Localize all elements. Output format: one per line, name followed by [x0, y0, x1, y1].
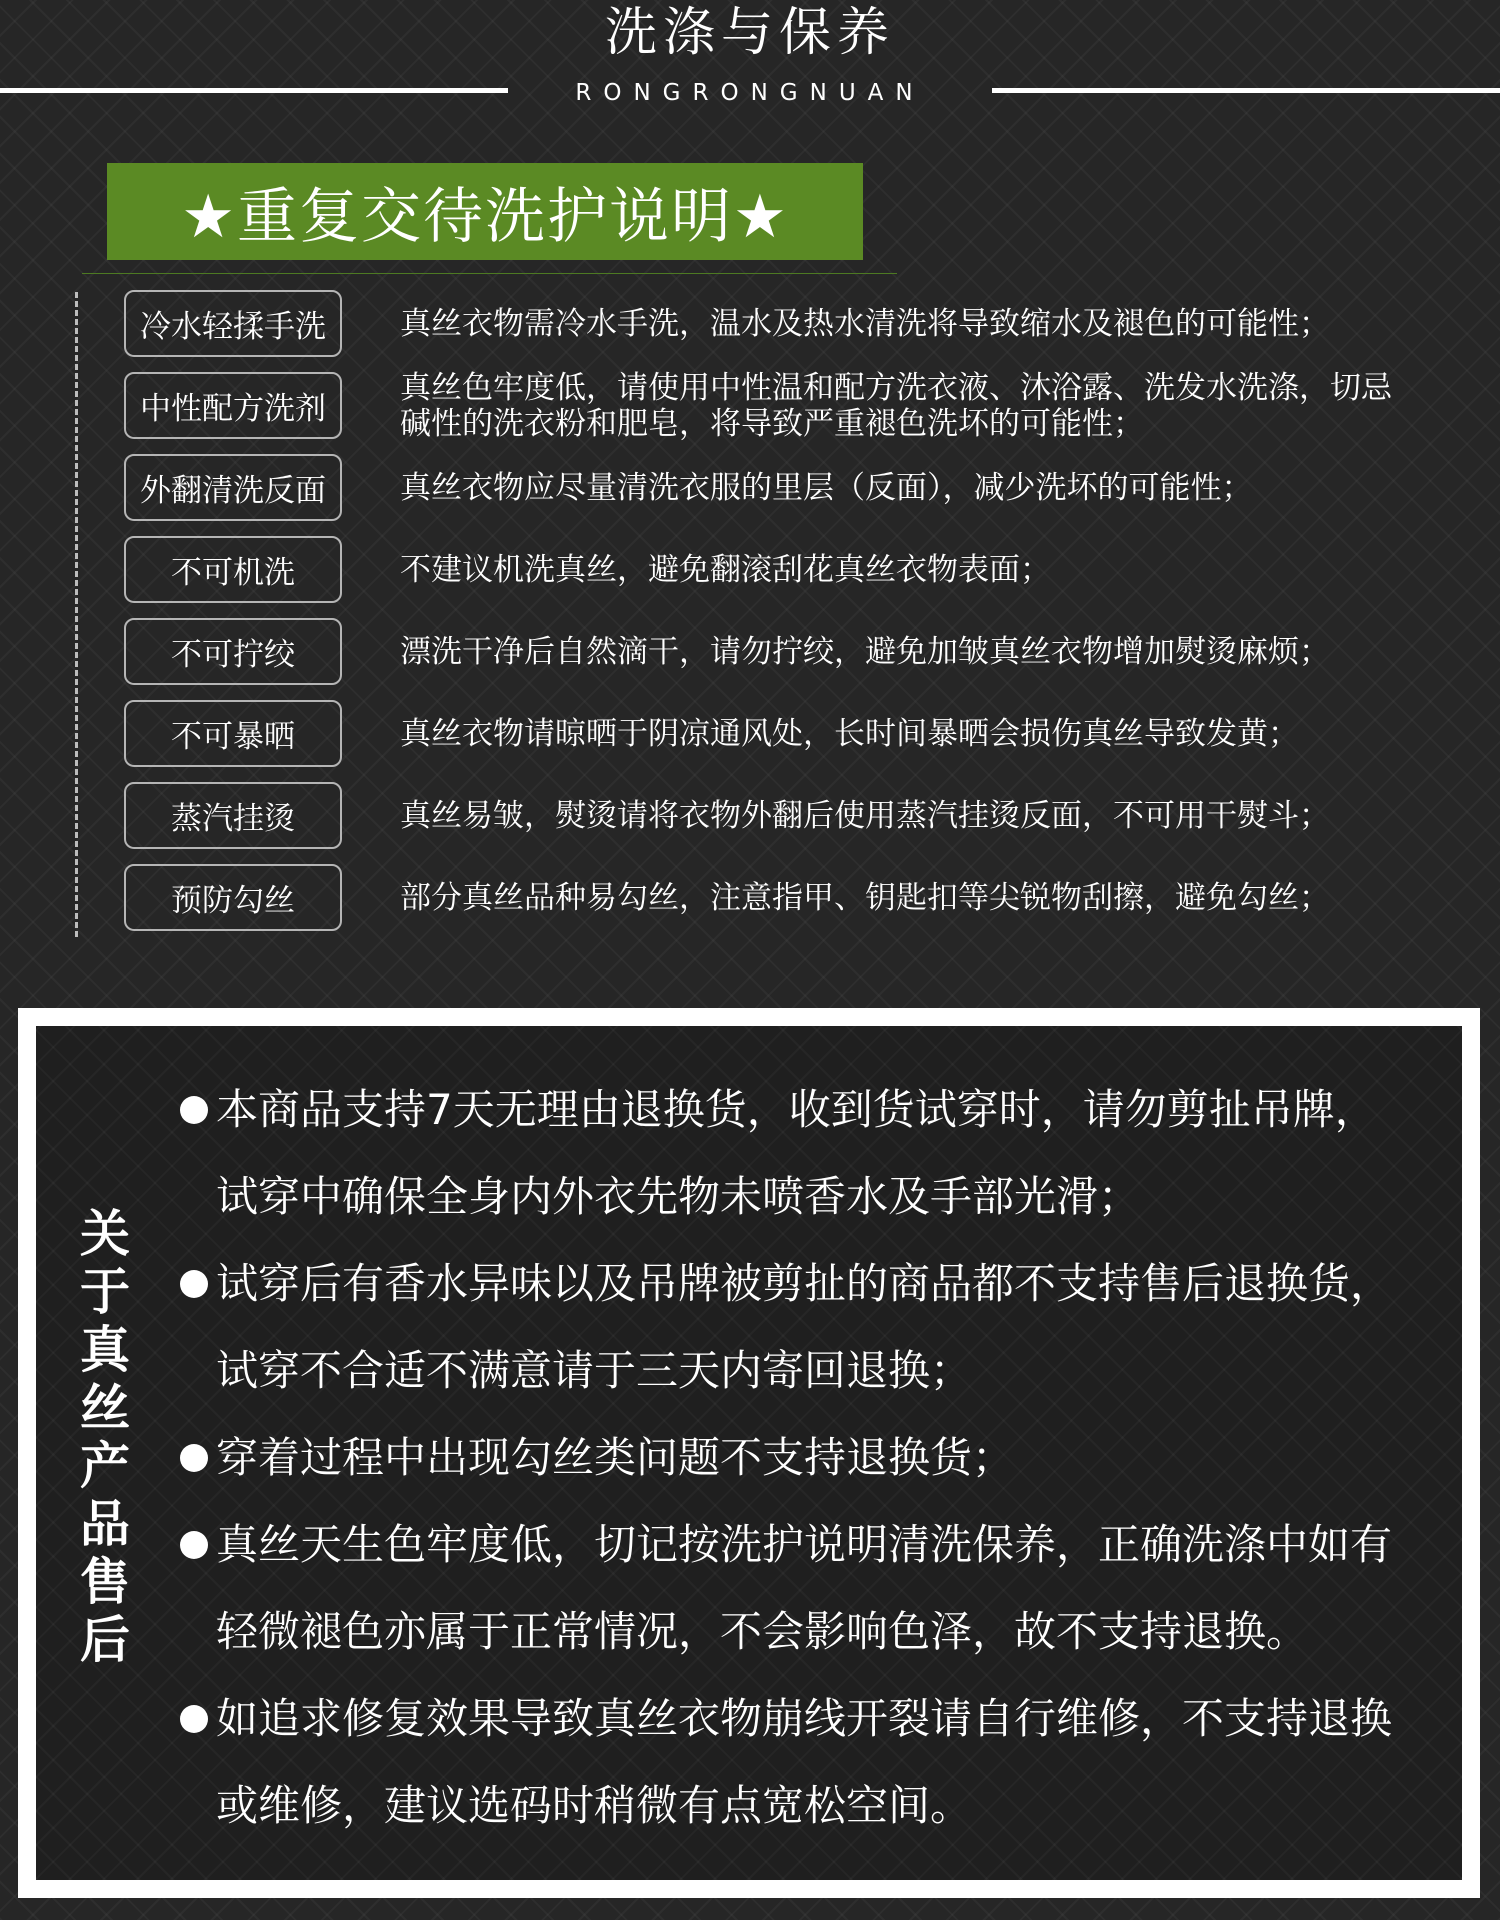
side-title-char: 真	[80, 1321, 130, 1379]
care-tag: 预防勾丝	[124, 864, 342, 931]
care-row	[124, 700, 1474, 771]
bullet-icon	[180, 1096, 208, 1124]
care-tag: 不可暴晒	[124, 700, 342, 767]
side-title-char: 丝	[80, 1379, 130, 1437]
bullet-icon	[180, 1531, 208, 1559]
care-row	[124, 536, 1474, 607]
care-description: 真丝色牢度低，请使用中性温和配方洗衣液、沐浴露、洗发水洗涤，切忌碱性的洗衣粉和肥皂，将导致严重褪色洗坏的可能性；	[400, 369, 1392, 442]
brand-subtitle: RONGRONGNUAN	[575, 80, 925, 106]
care-row	[124, 290, 1474, 361]
policy-item	[176, 1675, 1416, 1849]
care-description: 部分真丝品种易勾丝，注意指甲、钥匙扣等尖锐物刮擦，避免勾丝；	[400, 879, 1330, 916]
bullet-icon	[180, 1444, 208, 1472]
side-title-char: 售	[80, 1553, 130, 1611]
banner-underline	[82, 273, 897, 274]
care-row	[124, 618, 1474, 689]
policy-item	[176, 1240, 1416, 1414]
care-tag: 蒸汽挂烫	[124, 782, 342, 849]
side-title-char: 品	[80, 1495, 130, 1553]
care-description: 漂洗干净后自然滴干，请勿拧绞，避免加皱真丝衣物增加熨烫麻烦；	[400, 633, 1330, 670]
care-description: 真丝衣物应尽量清洗衣服的里层（反面），减少洗坏的可能性；	[400, 469, 1253, 506]
after-sales-side-title	[60, 1205, 150, 1669]
policy-text: 试穿后有香水异味以及吊牌被剪扯的商品都不支持售后退换货，试穿不合适不满意请于三天内寄回退换；	[216, 1259, 1393, 1395]
care-row	[124, 454, 1474, 525]
header-divider-right	[992, 88, 1500, 93]
policy-item	[176, 1414, 1416, 1501]
care-description: 不建议机洗真丝，避免翻滚刮花真丝衣物表面；	[400, 551, 1051, 588]
care-instructions-banner: ★重复交待洗护说明★	[107, 163, 863, 260]
policy-item	[176, 1501, 1416, 1675]
care-description: 真丝衣物请晾晒于阴凉通风处，长时间暴晒会损伤真丝导致发黄；	[400, 715, 1299, 752]
timeline-dashed-line	[75, 292, 78, 937]
policy-text: 真丝天生色牢度低，切记按洗护说明清洗保养，正确洗涤中如有轻微褪色亦属于正常情况，不会影响色泽，故不支持退换。	[216, 1520, 1393, 1656]
bullet-icon	[180, 1270, 208, 1298]
side-title-char: 关	[80, 1205, 130, 1263]
care-row	[124, 369, 1474, 443]
header-divider-left	[0, 88, 508, 93]
side-title-char: 后	[80, 1611, 130, 1669]
care-tag: 不可拧绞	[124, 618, 342, 685]
care-tag: 冷水轻揉手洗	[124, 290, 342, 357]
side-title-char: 于	[80, 1263, 130, 1321]
bullet-icon	[180, 1705, 208, 1733]
policy-item	[176, 1066, 1416, 1240]
care-row	[124, 782, 1474, 853]
after-sales-policy-list	[176, 1066, 1416, 1849]
side-title-char: 产	[80, 1437, 130, 1495]
policy-text: 穿着过程中出现勾丝类问题不支持退换货；	[216, 1433, 1015, 1482]
care-description: 真丝易皱，熨烫请将衣物外翻后使用蒸汽挂烫反面，不可用干熨斗；	[400, 797, 1330, 834]
care-tag: 外翻清洗反面	[124, 454, 342, 521]
page-title: 洗涤与保养	[604, 3, 895, 63]
care-tag: 中性配方洗剂	[124, 372, 342, 439]
care-tag: 不可机洗	[124, 536, 342, 603]
care-description: 真丝衣物需冷水手洗，温水及热水清洗将导致缩水及褪色的可能性；	[400, 305, 1330, 342]
policy-text: 本商品支持7天无理由退换货，收到货试穿时，请勿剪扯吊牌，试穿中确保全身内外衣先物未喷香水及手部光滑；	[216, 1085, 1377, 1221]
care-row	[124, 864, 1474, 935]
policy-text: 如追求修复效果导致真丝衣物崩线开裂请自行维修，不支持退换或维修，建议选码时稍微有点宽松空间。	[216, 1694, 1393, 1830]
